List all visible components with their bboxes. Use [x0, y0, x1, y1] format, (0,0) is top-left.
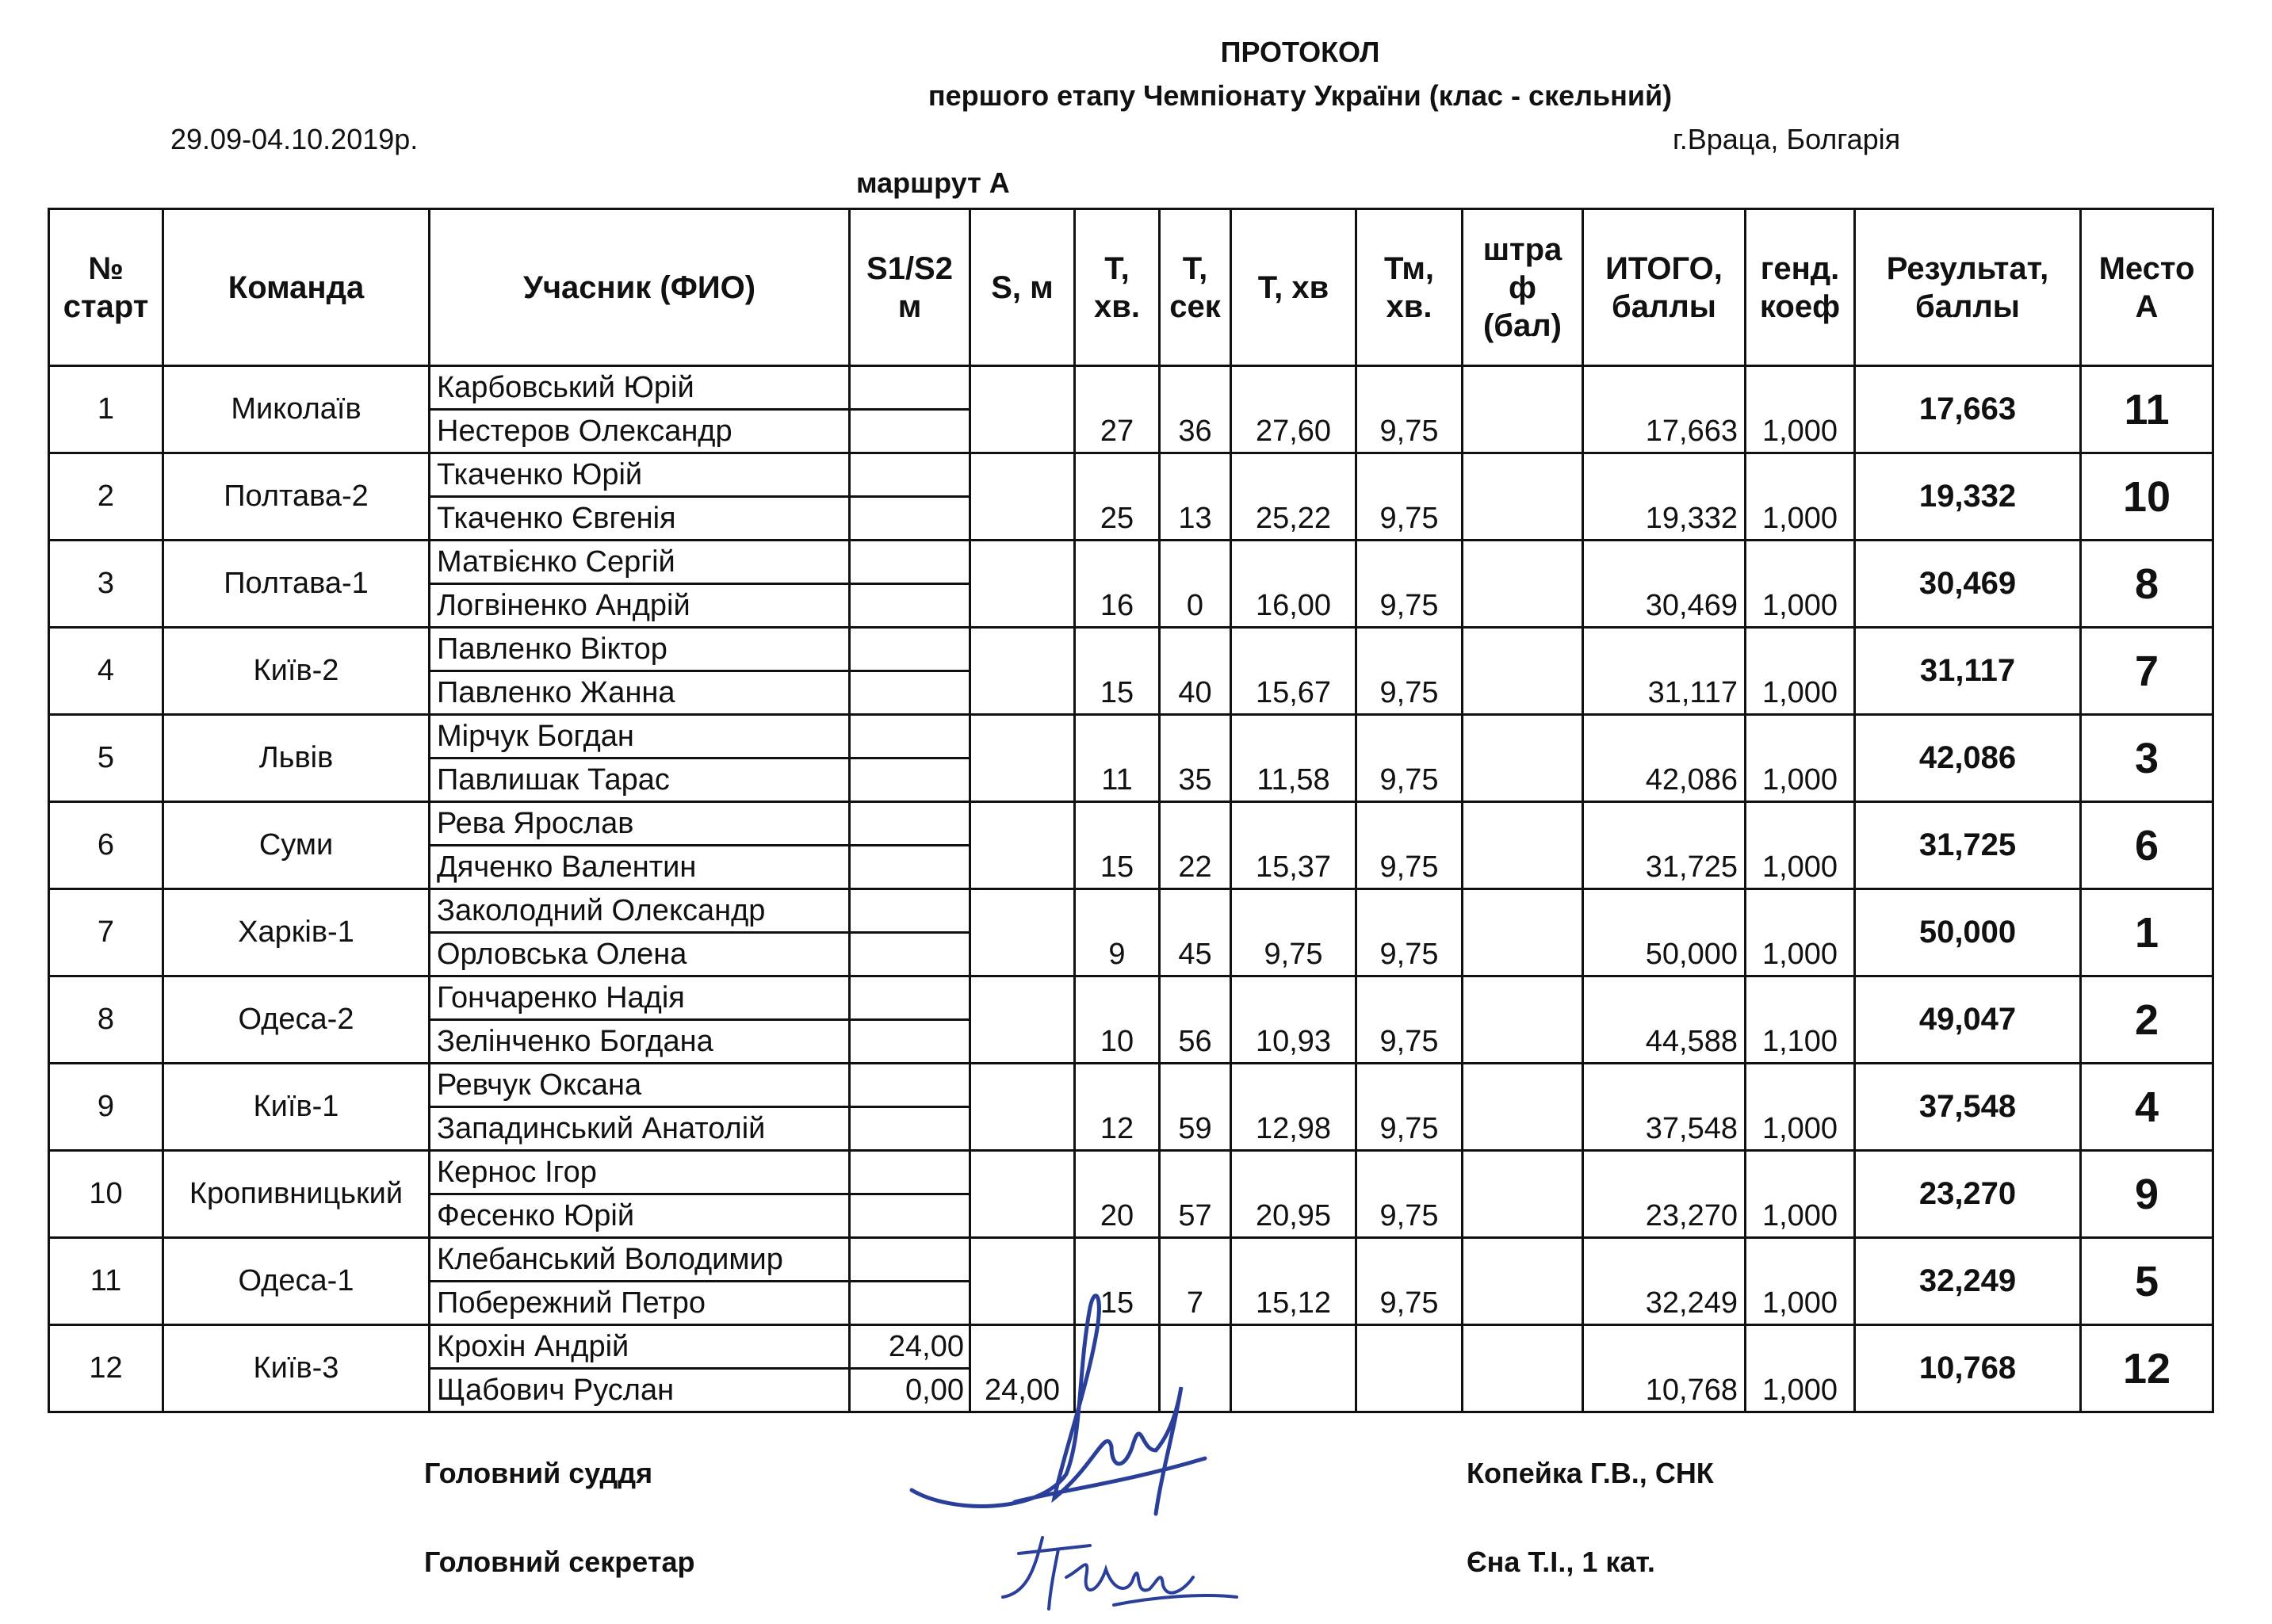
- s2-cell: [850, 410, 970, 453]
- col-header-tm: Тм, хв.: [1356, 209, 1463, 366]
- s2-cell: [850, 759, 970, 802]
- table-header-row: [49, 209, 2213, 366]
- results-table: [48, 208, 2214, 1413]
- result-cell: 37,548: [1855, 1064, 2081, 1151]
- time-cell: 16,00: [1231, 541, 1356, 628]
- gender-coef-cell: 1,000: [1746, 802, 1855, 889]
- s2-cell: [850, 846, 970, 889]
- table-row: [49, 715, 2213, 759]
- team-cell: Миколаїв: [163, 366, 430, 453]
- s-cell: [970, 453, 1075, 541]
- table-row: [49, 1151, 2213, 1194]
- time-max-cell: 9,75: [1356, 976, 1463, 1064]
- time-cell: 12,98: [1231, 1064, 1356, 1151]
- s2-cell: [850, 1194, 970, 1238]
- time-sec-cell: 45: [1160, 889, 1231, 976]
- time-sec-cell: 22: [1160, 802, 1231, 889]
- s1-cell: [850, 802, 970, 846]
- col-header-tmin: Т, хв.: [1075, 209, 1160, 366]
- s1-cell: [850, 1064, 970, 1107]
- time-max-cell: 9,75: [1356, 889, 1463, 976]
- team-cell: Полтава-2: [163, 453, 430, 541]
- start-number-cell: 11: [49, 1238, 163, 1325]
- gender-coef-cell: 1,000: [1746, 889, 1855, 976]
- s1-cell: [850, 1238, 970, 1282]
- place-cell: 3: [2081, 715, 2213, 802]
- gender-coef-cell: 1,000: [1746, 1151, 1855, 1238]
- s1-cell: [850, 1151, 970, 1194]
- result-cell: 30,469: [1855, 541, 2081, 628]
- time-max-cell: 9,75: [1356, 366, 1463, 453]
- participant-1-cell: Заколодний Олександр: [430, 889, 850, 933]
- s1-cell: [850, 453, 970, 497]
- s1-cell: [850, 366, 970, 410]
- team-cell: Суми: [163, 802, 430, 889]
- gender-coef-cell: 1,000: [1746, 366, 1855, 453]
- start-number-cell: 8: [49, 976, 163, 1064]
- penalty-cell: [1463, 366, 1583, 453]
- result-cell: 32,249: [1855, 1238, 2081, 1325]
- total-cell: 31,725: [1583, 802, 1746, 889]
- time-max-cell: 9,75: [1356, 1064, 1463, 1151]
- team-cell: Одеса-2: [163, 976, 430, 1064]
- participant-2-cell: Орловська Олена: [430, 933, 850, 976]
- time-cell: 15,12: [1231, 1238, 1356, 1325]
- time-cell: 20,95: [1231, 1151, 1356, 1238]
- table-row: [49, 541, 2213, 584]
- s-cell: [970, 541, 1075, 628]
- total-cell: 42,086: [1583, 715, 1746, 802]
- participant-1-cell: Мірчук Богдан: [430, 715, 850, 759]
- gender-coef-cell: 1,000: [1746, 453, 1855, 541]
- s1-cell: 24,00: [850, 1325, 970, 1369]
- s2-cell: 0,00: [850, 1369, 970, 1412]
- start-number-cell: 7: [49, 889, 163, 976]
- time-sec-cell: 59: [1160, 1064, 1231, 1151]
- col-header-start: № старт: [49, 209, 163, 366]
- col-header-tsec: Т, сек: [1160, 209, 1231, 366]
- start-number-cell: 3: [49, 541, 163, 628]
- result-cell: 10,768: [1855, 1325, 2081, 1412]
- s-cell: [970, 628, 1075, 715]
- start-number-cell: 2: [49, 453, 163, 541]
- s-cell: [970, 1151, 1075, 1238]
- start-number-cell: 4: [49, 628, 163, 715]
- result-cell: 50,000: [1855, 889, 2081, 976]
- participant-2-cell: Ткаченко Євгенія: [430, 497, 850, 541]
- s-cell: 24,00: [970, 1325, 1075, 1412]
- participant-1-cell: Ткаченко Юрій: [430, 453, 850, 497]
- team-cell: Кропивницький: [163, 1151, 430, 1238]
- time-min-cell: 20: [1075, 1151, 1160, 1238]
- time-min-cell: 10: [1075, 976, 1160, 1064]
- chief-judge-name: Копейка Г.В., СНК: [1467, 1457, 1714, 1489]
- total-cell: 10,768: [1583, 1325, 1746, 1412]
- penalty-cell: [1463, 976, 1583, 1064]
- time-min-cell: 16: [1075, 541, 1160, 628]
- col-header-total: ИТОГО, баллы: [1583, 209, 1746, 366]
- time-max-cell: 9,75: [1356, 453, 1463, 541]
- total-cell: 30,469: [1583, 541, 1746, 628]
- s1-cell: [850, 541, 970, 584]
- penalty-cell: [1463, 453, 1583, 541]
- participant-1-cell: Павленко Віктор: [430, 628, 850, 671]
- col-header-coef: генд. коеф: [1746, 209, 1855, 366]
- time-max-cell: 9,75: [1356, 1238, 1463, 1325]
- time-cell: 11,58: [1231, 715, 1356, 802]
- time-sec-cell: 13: [1160, 453, 1231, 541]
- time-cell: 10,93: [1231, 976, 1356, 1064]
- secretary-signature: [995, 1522, 1249, 1617]
- team-cell: Полтава-1: [163, 541, 430, 628]
- chief-judge-label: Головний суддя: [424, 1457, 653, 1489]
- s1-cell: [850, 628, 970, 671]
- total-cell: 23,270: [1583, 1151, 1746, 1238]
- s-cell: [970, 1064, 1075, 1151]
- penalty-cell: [1463, 628, 1583, 715]
- time-cell: 9,75: [1231, 889, 1356, 976]
- col-header-place: Место А: [2081, 209, 2213, 366]
- col-header-s1s2: S1/S2 м: [850, 209, 970, 366]
- time-cell: [1231, 1325, 1356, 1412]
- place-cell: 12: [2081, 1325, 2213, 1412]
- participant-1-cell: Карбовський Юрій: [430, 366, 850, 410]
- time-min-cell: 11: [1075, 715, 1160, 802]
- s1-cell: [850, 715, 970, 759]
- route-label: маршрут А: [856, 166, 1010, 199]
- table-row: [49, 889, 2213, 933]
- participant-2-cell: Фесенко Юрій: [430, 1194, 850, 1238]
- total-cell: 31,117: [1583, 628, 1746, 715]
- judge-signature: [904, 1276, 1237, 1538]
- participant-2-cell: Западинський Анатолій: [430, 1107, 850, 1151]
- s2-cell: [850, 671, 970, 715]
- s1-cell: [850, 889, 970, 933]
- gender-coef-cell: 1,100: [1746, 976, 1855, 1064]
- time-max-cell: 9,75: [1356, 628, 1463, 715]
- place-cell: 4: [2081, 1064, 2213, 1151]
- s2-cell: [850, 497, 970, 541]
- col-header-s: S, м: [970, 209, 1075, 366]
- participant-2-cell: Нестеров Олександр: [430, 410, 850, 453]
- place-cell: 10: [2081, 453, 2213, 541]
- time-sec-cell: 57: [1160, 1151, 1231, 1238]
- participant-2-cell: Павлишак Тарас: [430, 759, 850, 802]
- participant-1-cell: Ревчук Оксана: [430, 1064, 850, 1107]
- table-row: [49, 1064, 2213, 1107]
- start-number-cell: 1: [49, 366, 163, 453]
- total-cell: 37,548: [1583, 1064, 1746, 1151]
- time-min-cell: 25: [1075, 453, 1160, 541]
- place-cell: 2: [2081, 976, 2213, 1064]
- s-cell: [970, 366, 1075, 453]
- s-cell: [970, 889, 1075, 976]
- s2-cell: [850, 933, 970, 976]
- start-number-cell: 9: [49, 1064, 163, 1151]
- table-row: [49, 366, 2213, 410]
- participant-1-cell: Клебанський Володимир: [430, 1238, 850, 1282]
- penalty-cell: [1463, 1325, 1583, 1412]
- participant-1-cell: Крохін Андрій: [430, 1325, 850, 1369]
- start-number-cell: 5: [49, 715, 163, 802]
- s2-cell: [850, 584, 970, 628]
- s-cell: [970, 802, 1075, 889]
- participant-2-cell: Побережний Петро: [430, 1282, 850, 1325]
- team-cell: Київ-3: [163, 1325, 430, 1412]
- time-cell: 25,22: [1231, 453, 1356, 541]
- result-cell: 42,086: [1855, 715, 2081, 802]
- gender-coef-cell: 1,000: [1746, 1064, 1855, 1151]
- result-cell: 31,725: [1855, 802, 2081, 889]
- participant-1-cell: Кернос Ігор: [430, 1151, 850, 1194]
- col-header-t: Т, хв: [1231, 209, 1356, 366]
- table-row: [49, 802, 2213, 846]
- s-cell: [970, 976, 1075, 1064]
- start-number-cell: 10: [49, 1151, 163, 1238]
- penalty-cell: [1463, 1151, 1583, 1238]
- place-cell: 7: [2081, 628, 2213, 715]
- time-max-cell: 9,75: [1356, 541, 1463, 628]
- penalty-cell: [1463, 802, 1583, 889]
- col-header-result: Результат, баллы: [1855, 209, 2081, 366]
- penalty-cell: [1463, 541, 1583, 628]
- table-row: [49, 628, 2213, 671]
- table-row: [49, 976, 2213, 1020]
- event-date: 29.09-04.10.2019р.: [170, 123, 419, 155]
- result-cell: 19,332: [1855, 453, 2081, 541]
- team-cell: Львів: [163, 715, 430, 802]
- place-cell: 1: [2081, 889, 2213, 976]
- total-cell: 19,332: [1583, 453, 1746, 541]
- s1-cell: [850, 976, 970, 1020]
- participant-1-cell: Рева Ярослав: [430, 802, 850, 846]
- time-min-cell: 15: [1075, 1238, 1160, 1325]
- penalty-cell: [1463, 715, 1583, 802]
- time-min-cell: 15: [1075, 802, 1160, 889]
- table-row: [49, 453, 2213, 497]
- s2-cell: [850, 1020, 970, 1064]
- team-cell: Одеса-1: [163, 1238, 430, 1325]
- total-cell: 44,588: [1583, 976, 1746, 1064]
- participant-1-cell: Матвієнко Сергій: [430, 541, 850, 584]
- time-sec-cell: 56: [1160, 976, 1231, 1064]
- table-row: [49, 1238, 2213, 1282]
- total-cell: 32,249: [1583, 1238, 1746, 1325]
- participant-2-cell: Щабович Руслан: [430, 1369, 850, 1412]
- team-cell: Харків-1: [163, 889, 430, 976]
- document-subtitle: першого етапу Чемпіонату України (клас - скельний): [928, 79, 1673, 112]
- total-cell: 50,000: [1583, 889, 1746, 976]
- col-header-team: Команда: [163, 209, 430, 366]
- team-cell: Київ-1: [163, 1064, 430, 1151]
- time-max-cell: 9,75: [1356, 715, 1463, 802]
- participant-2-cell: Павленко Жанна: [430, 671, 850, 715]
- place-cell: 9: [2081, 1151, 2213, 1238]
- participant-1-cell: Гончаренко Надія: [430, 976, 850, 1020]
- chief-secretary-label: Головний секретар: [424, 1546, 695, 1578]
- place-cell: 11: [2081, 366, 2213, 453]
- col-header-participant: Учасник (ФИО): [430, 209, 850, 366]
- start-number-cell: 6: [49, 802, 163, 889]
- gender-coef-cell: 1,000: [1746, 1325, 1855, 1412]
- document-title: ПРОТОКОЛ: [1220, 36, 1380, 68]
- participant-2-cell: Дяченко Валентин: [430, 846, 850, 889]
- event-place: г.Враца, Болгарія: [1673, 123, 1901, 155]
- gender-coef-cell: 1,000: [1746, 628, 1855, 715]
- time-min-cell: 9: [1075, 889, 1160, 976]
- time-min-cell: 12: [1075, 1064, 1160, 1151]
- chief-secretary-name: Єна Т.І., 1 кат.: [1467, 1546, 1655, 1578]
- penalty-cell: [1463, 1238, 1583, 1325]
- time-sec-cell: 35: [1160, 715, 1231, 802]
- participant-2-cell: Логвіненко Андрій: [430, 584, 850, 628]
- penalty-cell: [1463, 1064, 1583, 1151]
- time-max-cell: 9,75: [1356, 1151, 1463, 1238]
- time-cell: 15,37: [1231, 802, 1356, 889]
- place-cell: 6: [2081, 802, 2213, 889]
- gender-coef-cell: 1,000: [1746, 541, 1855, 628]
- time-min-cell: 15: [1075, 628, 1160, 715]
- result-cell: 31,117: [1855, 628, 2081, 715]
- place-cell: 8: [2081, 541, 2213, 628]
- time-cell: 27,60: [1231, 366, 1356, 453]
- time-sec-cell: 40: [1160, 628, 1231, 715]
- result-cell: 23,270: [1855, 1151, 2081, 1238]
- gender-coef-cell: 1,000: [1746, 715, 1855, 802]
- result-cell: 17,663: [1855, 366, 2081, 453]
- time-max-cell: 9,75: [1356, 802, 1463, 889]
- penalty-cell: [1463, 889, 1583, 976]
- s2-cell: [850, 1107, 970, 1151]
- time-cell: 15,67: [1231, 628, 1356, 715]
- time-sec-cell: 0: [1160, 541, 1231, 628]
- result-cell: 49,047: [1855, 976, 2081, 1064]
- time-max-cell: [1356, 1325, 1463, 1412]
- s-cell: [970, 715, 1075, 802]
- team-cell: Київ-2: [163, 628, 430, 715]
- time-sec-cell: 36: [1160, 366, 1231, 453]
- place-cell: 5: [2081, 1238, 2213, 1325]
- gender-coef-cell: 1,000: [1746, 1238, 1855, 1325]
- col-header-penalty: штра ф (бал): [1463, 209, 1583, 366]
- time-sec-cell: 7: [1160, 1238, 1231, 1325]
- start-number-cell: 12: [49, 1325, 163, 1412]
- total-cell: 17,663: [1583, 366, 1746, 453]
- participant-2-cell: Зелінченко Богдана: [430, 1020, 850, 1064]
- time-min-cell: 27: [1075, 366, 1160, 453]
